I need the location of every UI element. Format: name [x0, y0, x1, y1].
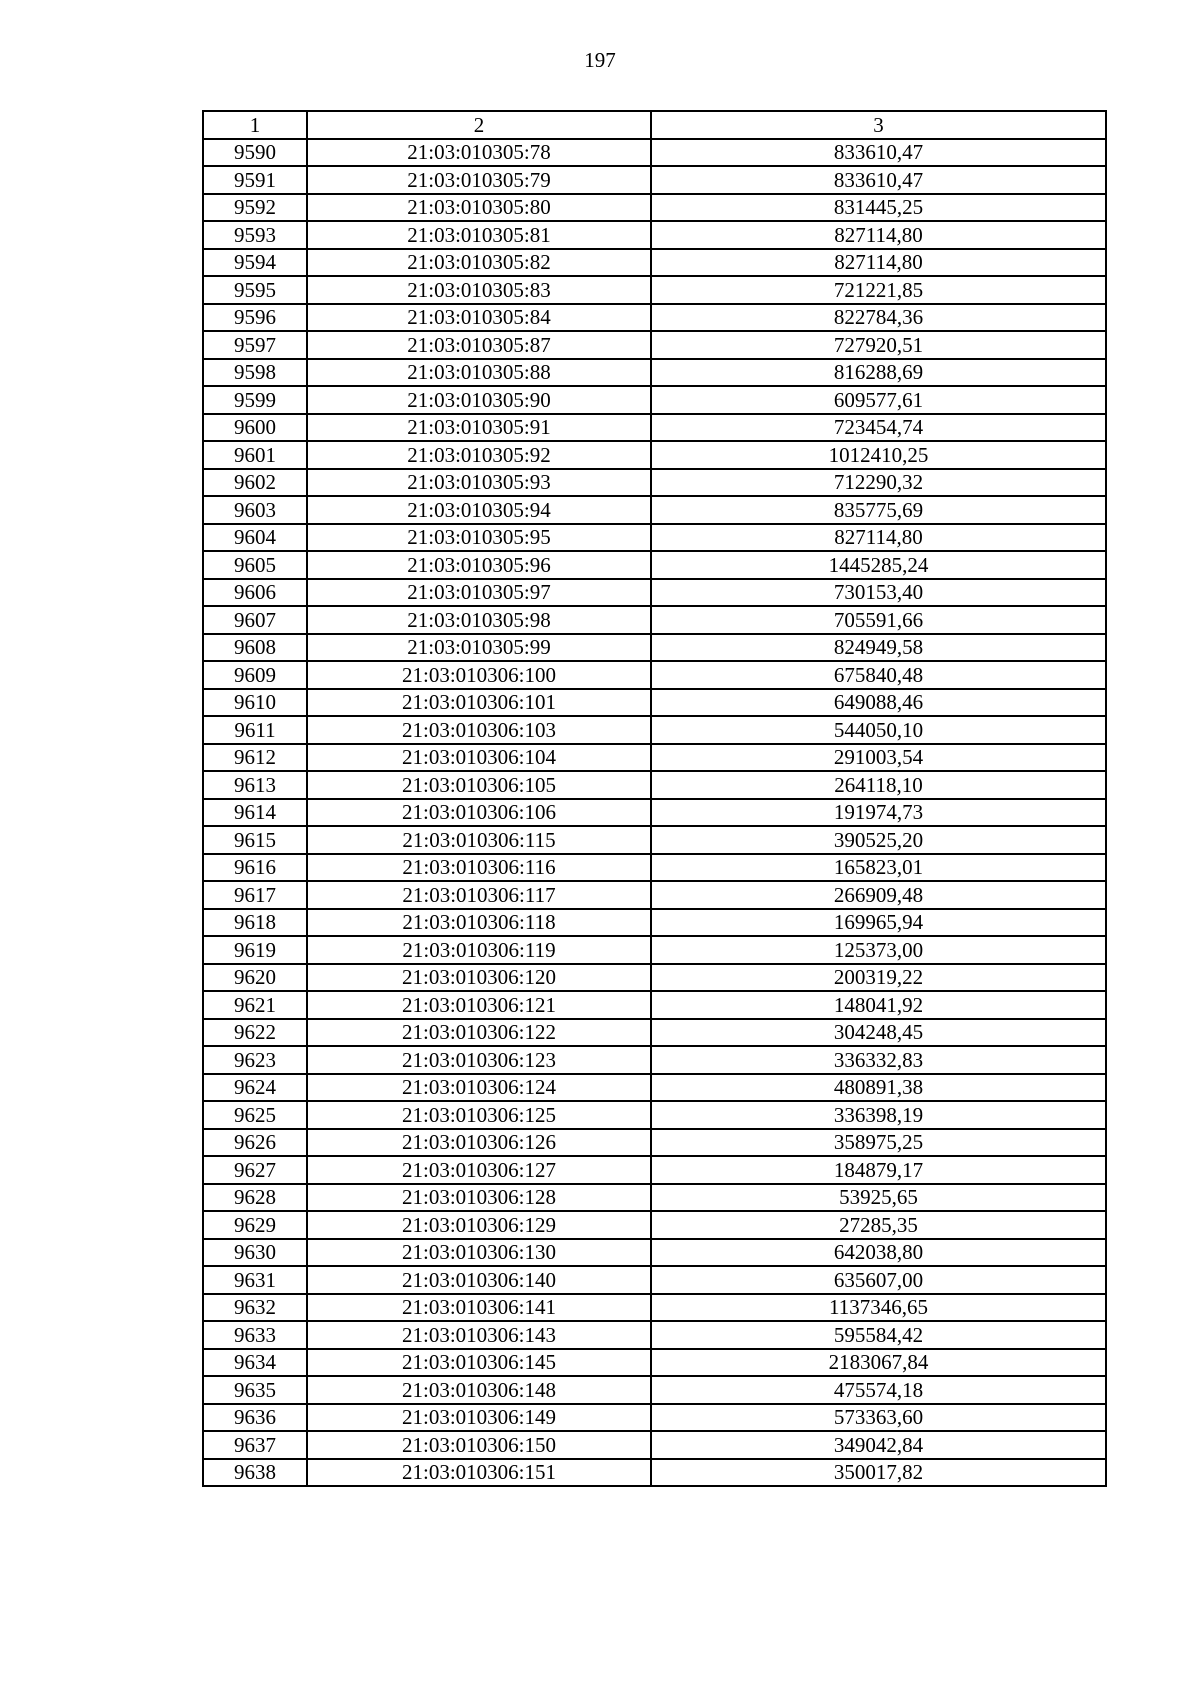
cadastral-value-cell: 827114,80 [651, 249, 1106, 277]
cadastral-number-cell: 21:03:010305:80 [307, 194, 651, 222]
row-number-cell: 9630 [203, 1239, 307, 1267]
cadastral-number-cell: 21:03:010306:141 [307, 1294, 651, 1322]
cadastral-value-cell: 712290,32 [651, 469, 1106, 497]
row-number-cell: 9626 [203, 1129, 307, 1157]
cadastral-number-cell: 21:03:010305:83 [307, 276, 651, 304]
table-row [203, 854, 1106, 882]
row-number-cell: 9593 [203, 221, 307, 249]
cadastral-value-cell: 291003,54 [651, 744, 1106, 772]
cadastral-number-cell: 21:03:010305:95 [307, 524, 651, 552]
table-row [203, 1431, 1106, 1459]
cadastral-number-cell: 21:03:010305:97 [307, 579, 651, 607]
cadastral-number-cell: 21:03:010306:151 [307, 1459, 651, 1487]
cadastral-number-cell: 21:03:010306:130 [307, 1239, 651, 1267]
cadastral-number-cell: 21:03:010306:116 [307, 854, 651, 882]
cadastral-number-cell: 21:03:010306:115 [307, 826, 651, 854]
cadastral-value-cell: 824949,58 [651, 634, 1106, 662]
cadastral-number-cell: 21:03:010305:79 [307, 166, 651, 194]
cadastral-number-cell: 21:03:010306:118 [307, 909, 651, 937]
cadastral-value-cell: 827114,80 [651, 524, 1106, 552]
table-row [203, 634, 1106, 662]
row-number-cell: 9629 [203, 1211, 307, 1239]
table-row [203, 1156, 1106, 1184]
row-number-cell: 9598 [203, 359, 307, 387]
cadastral-value-table [202, 110, 1107, 1487]
table-row [203, 606, 1106, 634]
row-number-cell: 9621 [203, 991, 307, 1019]
header-row [203, 111, 1106, 139]
cadastral-value-cell: 336398,19 [651, 1101, 1106, 1129]
cadastral-value-cell: 721221,85 [651, 276, 1106, 304]
table-row [203, 661, 1106, 689]
table-row [203, 139, 1106, 167]
cadastral-value-cell: 358975,25 [651, 1129, 1106, 1157]
cadastral-number-cell: 21:03:010306:119 [307, 936, 651, 964]
row-number-cell: 9638 [203, 1459, 307, 1487]
row-number-cell: 9618 [203, 909, 307, 937]
row-number-cell: 9627 [203, 1156, 307, 1184]
cadastral-value-cell: 475574,18 [651, 1376, 1106, 1404]
cadastral-number-cell: 21:03:010305:91 [307, 414, 651, 442]
cadastral-value-cell: 827114,80 [651, 221, 1106, 249]
cadastral-value-cell: 264118,10 [651, 771, 1106, 799]
table-row [203, 1129, 1106, 1157]
row-number-cell: 9617 [203, 881, 307, 909]
table-row [203, 1294, 1106, 1322]
table-row [203, 744, 1106, 772]
cadastral-value-cell: 191974,73 [651, 799, 1106, 827]
table-row [203, 936, 1106, 964]
cadastral-value-cell: 822784,36 [651, 304, 1106, 332]
table-row [203, 1211, 1106, 1239]
cadastral-number-cell: 21:03:010306:121 [307, 991, 651, 1019]
cadastral-value-cell: 573363,60 [651, 1404, 1106, 1432]
table-row [203, 221, 1106, 249]
table-row [203, 331, 1106, 359]
cadastral-value-cell: 544050,10 [651, 716, 1106, 744]
cadastral-value-cell: 349042,84 [651, 1431, 1106, 1459]
table-row [203, 1404, 1106, 1432]
table-row [203, 249, 1106, 277]
table-row [203, 964, 1106, 992]
cadastral-number-cell: 21:03:010306:106 [307, 799, 651, 827]
cadastral-number-cell: 21:03:010306:127 [307, 1156, 651, 1184]
cadastral-value-cell: 1445285,24 [651, 551, 1106, 579]
cadastral-number-cell: 21:03:010306:103 [307, 716, 651, 744]
table-row [203, 469, 1106, 497]
table-row [203, 194, 1106, 222]
cadastral-number-cell: 21:03:010306:129 [307, 1211, 651, 1239]
cadastral-value-cell: 148041,92 [651, 991, 1106, 1019]
cadastral-value-cell: 1137346,65 [651, 1294, 1106, 1322]
row-number-cell: 9616 [203, 854, 307, 882]
cadastral-number-cell: 21:03:010306:148 [307, 1376, 651, 1404]
row-number-cell: 9636 [203, 1404, 307, 1432]
cadastral-number-cell: 21:03:010306:105 [307, 771, 651, 799]
row-number-cell: 9612 [203, 744, 307, 772]
table-row [203, 716, 1106, 744]
row-number-cell: 9605 [203, 551, 307, 579]
table-row [203, 1074, 1106, 1102]
row-number-cell: 9601 [203, 441, 307, 469]
cadastral-number-cell: 21:03:010306:128 [307, 1184, 651, 1212]
cadastral-value-cell: 730153,40 [651, 579, 1106, 607]
cadastral-value-cell: 165823,01 [651, 854, 1106, 882]
cadastral-value-cell: 727920,51 [651, 331, 1106, 359]
cadastral-value-cell: 831445,25 [651, 194, 1106, 222]
cadastral-number-cell: 21:03:010306:150 [307, 1431, 651, 1459]
table-row [203, 909, 1106, 937]
cadastral-value-cell: 27285,35 [651, 1211, 1106, 1239]
row-number-cell: 9594 [203, 249, 307, 277]
page-number: 197 [584, 48, 616, 72]
row-number-cell: 9602 [203, 469, 307, 497]
table-row [203, 524, 1106, 552]
table-row [203, 771, 1106, 799]
row-number-cell: 9631 [203, 1266, 307, 1294]
row-number-cell: 9590 [203, 139, 307, 167]
cadastral-value-cell: 336332,83 [651, 1046, 1106, 1074]
cadastral-number-cell: 21:03:010306:140 [307, 1266, 651, 1294]
cadastral-number-cell: 21:03:010306:104 [307, 744, 651, 772]
table-header [203, 111, 1106, 139]
cadastral-value-cell: 125373,00 [651, 936, 1106, 964]
cadastral-value-cell: 169965,94 [651, 909, 1106, 937]
cadastral-number-cell: 21:03:010305:94 [307, 496, 651, 524]
row-number-cell: 9604 [203, 524, 307, 552]
cadastral-value-cell: 609577,61 [651, 386, 1106, 414]
cadastral-number-cell: 21:03:010305:96 [307, 551, 651, 579]
table-row [203, 414, 1106, 442]
row-number-cell: 9613 [203, 771, 307, 799]
cadastral-number-cell: 21:03:010305:90 [307, 386, 651, 414]
row-number-cell: 9595 [203, 276, 307, 304]
table-row [203, 551, 1106, 579]
row-number-cell: 9600 [203, 414, 307, 442]
cadastral-value-cell: 816288,69 [651, 359, 1106, 387]
table-row [203, 1239, 1106, 1267]
table-row [203, 826, 1106, 854]
cadastral-value-cell: 390525,20 [651, 826, 1106, 854]
cadastral-number-cell: 21:03:010306:149 [307, 1404, 651, 1432]
cadastral-number-cell: 21:03:010306:117 [307, 881, 651, 909]
column-header-3: 3 [651, 111, 1106, 139]
row-number-cell: 9628 [203, 1184, 307, 1212]
table-row [203, 1019, 1106, 1047]
row-number-cell: 9637 [203, 1431, 307, 1459]
row-number-cell: 9597 [203, 331, 307, 359]
table-row [203, 1184, 1106, 1212]
cadastral-value-cell: 705591,66 [651, 606, 1106, 634]
row-number-cell: 9633 [203, 1321, 307, 1349]
table-row [203, 359, 1106, 387]
cadastral-number-cell: 21:03:010305:88 [307, 359, 651, 387]
table-row [203, 799, 1106, 827]
cadastral-value-cell: 635607,00 [651, 1266, 1106, 1294]
table-body [203, 139, 1106, 1487]
row-number-cell: 9606 [203, 579, 307, 607]
cadastral-value-cell: 480891,38 [651, 1074, 1106, 1102]
row-number-cell: 9625 [203, 1101, 307, 1129]
row-number-cell: 9596 [203, 304, 307, 332]
row-number-cell: 9592 [203, 194, 307, 222]
table-row [203, 441, 1106, 469]
row-number-cell: 9610 [203, 689, 307, 717]
table-row [203, 991, 1106, 1019]
cadastral-number-cell: 21:03:010305:87 [307, 331, 651, 359]
row-number-cell: 9591 [203, 166, 307, 194]
row-number-cell: 9608 [203, 634, 307, 662]
cadastral-number-cell: 21:03:010306:100 [307, 661, 651, 689]
cadastral-value-cell: 723454,74 [651, 414, 1106, 442]
table-row [203, 1349, 1106, 1377]
cadastral-value-cell: 833610,47 [651, 166, 1106, 194]
cadastral-number-cell: 21:03:010306:124 [307, 1074, 651, 1102]
table-row [203, 496, 1106, 524]
cadastral-number-cell: 21:03:010305:81 [307, 221, 651, 249]
row-number-cell: 9635 [203, 1376, 307, 1404]
cadastral-number-cell: 21:03:010305:93 [307, 469, 651, 497]
table-row [203, 1046, 1106, 1074]
row-number-cell: 9615 [203, 826, 307, 854]
column-header-1: 1 [203, 111, 307, 139]
column-header-2: 2 [307, 111, 651, 139]
cadastral-value-cell: 595584,42 [651, 1321, 1106, 1349]
table-row [203, 579, 1106, 607]
row-number-cell: 9607 [203, 606, 307, 634]
cadastral-value-cell: 350017,82 [651, 1459, 1106, 1487]
cadastral-value-cell: 200319,22 [651, 964, 1106, 992]
table-row [203, 276, 1106, 304]
row-number-cell: 9614 [203, 799, 307, 827]
row-number-cell: 9599 [203, 386, 307, 414]
table-row [203, 689, 1106, 717]
cadastral-value-cell: 833610,47 [651, 139, 1106, 167]
cadastral-number-cell: 21:03:010305:84 [307, 304, 651, 332]
cadastral-value-cell: 266909,48 [651, 881, 1106, 909]
table-row [203, 881, 1106, 909]
cadastral-value-cell: 675840,48 [651, 661, 1106, 689]
cadastral-value-cell: 184879,17 [651, 1156, 1106, 1184]
row-number-cell: 9609 [203, 661, 307, 689]
cadastral-value-cell: 835775,69 [651, 496, 1106, 524]
table-row [203, 1459, 1106, 1487]
row-number-cell: 9622 [203, 1019, 307, 1047]
table-row [203, 166, 1106, 194]
table-row [203, 1101, 1106, 1129]
cadastral-value-cell: 642038,80 [651, 1239, 1106, 1267]
cadastral-value-cell: 2183067,84 [651, 1349, 1106, 1377]
table-row [203, 386, 1106, 414]
cadastral-value-cell: 53925,65 [651, 1184, 1106, 1212]
table-row [203, 304, 1106, 332]
table-row [203, 1376, 1106, 1404]
cadastral-number-cell: 21:03:010306:125 [307, 1101, 651, 1129]
cadastral-number-cell: 21:03:010306:123 [307, 1046, 651, 1074]
cadastral-number-cell: 21:03:010305:99 [307, 634, 651, 662]
cadastral-number-cell: 21:03:010305:92 [307, 441, 651, 469]
cadastral-number-cell: 21:03:010305:98 [307, 606, 651, 634]
cadastral-number-cell: 21:03:010306:143 [307, 1321, 651, 1349]
cadastral-value-cell: 649088,46 [651, 689, 1106, 717]
cadastral-number-cell: 21:03:010305:82 [307, 249, 651, 277]
row-number-cell: 9603 [203, 496, 307, 524]
cadastral-value-cell: 304248,45 [651, 1019, 1106, 1047]
row-number-cell: 9623 [203, 1046, 307, 1074]
row-number-cell: 9620 [203, 964, 307, 992]
cadastral-number-cell: 21:03:010306:126 [307, 1129, 651, 1157]
cadastral-number-cell: 21:03:010305:78 [307, 139, 651, 167]
row-number-cell: 9611 [203, 716, 307, 744]
row-number-cell: 9632 [203, 1294, 307, 1322]
cadastral-number-cell: 21:03:010306:145 [307, 1349, 651, 1377]
table-row [203, 1266, 1106, 1294]
table-row [203, 1321, 1106, 1349]
row-number-cell: 9619 [203, 936, 307, 964]
row-number-cell: 9634 [203, 1349, 307, 1377]
row-number-cell: 9624 [203, 1074, 307, 1102]
cadastral-number-cell: 21:03:010306:122 [307, 1019, 651, 1047]
cadastral-number-cell: 21:03:010306:120 [307, 964, 651, 992]
cadastral-number-cell: 21:03:010306:101 [307, 689, 651, 717]
cadastral-value-cell: 1012410,25 [651, 441, 1106, 469]
